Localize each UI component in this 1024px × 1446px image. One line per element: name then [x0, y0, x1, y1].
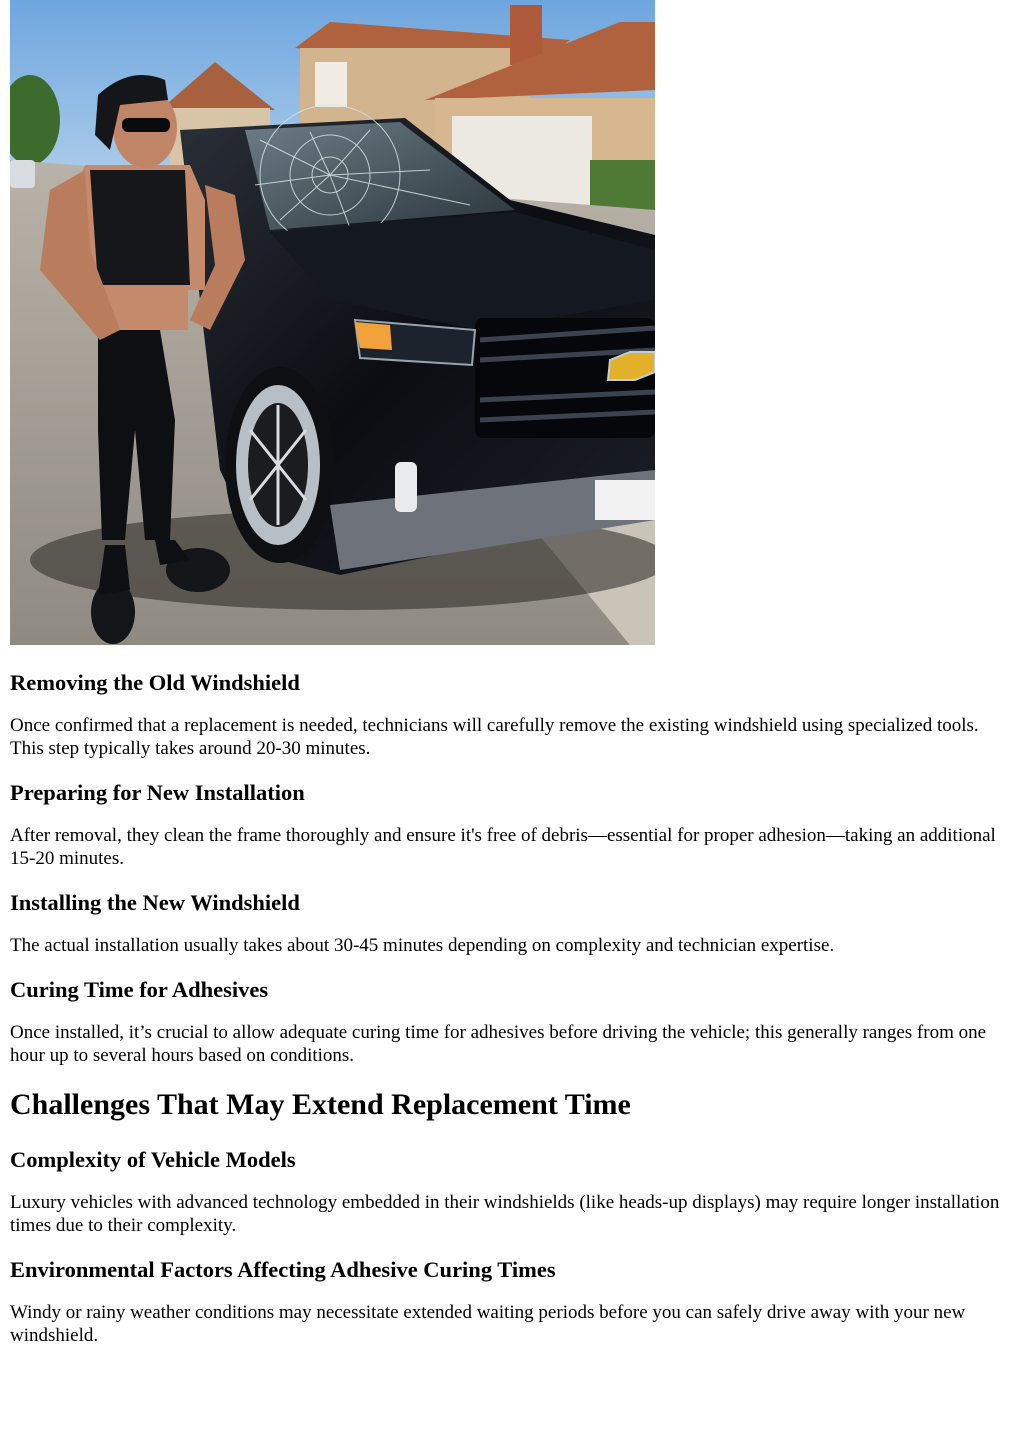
section-heading: Environmental Factors Affecting Adhesive Curing Times: [10, 1257, 556, 1282]
section-paragraph: Luxury vehicles with advanced technology embedded in their windshields (like heads-up displays) may require longer installation times due to their complexity.: [10, 1192, 1000, 1236]
section-paragraph: The actual installation usually takes about 30-45 minutes depending on complexity and technician expertise.: [10, 935, 835, 956]
section-heading: Complexity of Vehicle Models: [10, 1147, 296, 1172]
section-heading: Curing Time for Adhesives: [10, 977, 269, 1002]
section-paragraph: Windy or rainy weather conditions may necessitate extended waiting periods before you can safely drive away with your new windshield.: [10, 1302, 966, 1346]
article-body: [10, 666, 1016, 1347]
section-heading: Preparing for New Installation: [10, 780, 305, 805]
truck-illustration: [10, 0, 655, 645]
section-heading: Installing the New Windshield: [10, 890, 300, 915]
section-paragraph: Once confirmed that a replacement is needed, technicians will carefully remove the existing windshield using specialized tools. This step typically takes around 20-30 minutes.: [10, 715, 979, 759]
section-heading: Removing the Old Windshield: [10, 670, 300, 695]
section-paragraph: Once installed, it’s crucial to allow adequate curing time for adhesives before driving the vehicle; this generally ranges from one hour up to several hours based on conditions.: [10, 1022, 987, 1066]
section-paragraph: After removal, they clean the frame thoroughly and ensure it's free of debris—essential for proper adhesion—taking an additional 15-20 minutes.: [10, 825, 996, 869]
hero-image: [10, 0, 655, 645]
challenges-title: Challenges That May Extend Replacement Time: [10, 1088, 631, 1121]
